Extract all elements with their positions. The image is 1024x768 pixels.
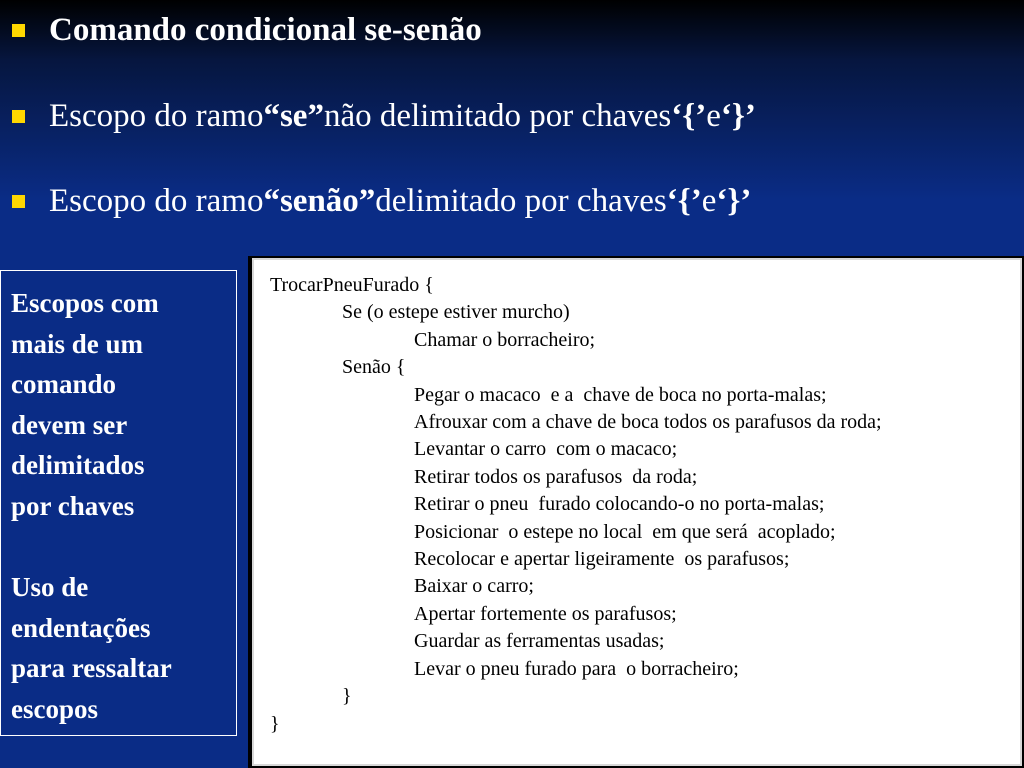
bullet-item-senao <box>12 185 751 218</box>
code-line: Posicionar o estepe no local em que será acoplado; <box>414 520 836 543</box>
code-line: } <box>270 712 280 735</box>
note-paragraph-1 <box>11 283 226 526</box>
note-line: por chaves <box>11 490 135 521</box>
pseudocode-listing <box>270 272 882 738</box>
code-line: Chamar o borracheiro; <box>414 328 596 351</box>
square-bullet-icon <box>12 195 25 208</box>
slide-title-bullet <box>12 14 482 47</box>
code-line: Retirar todos os parafusos da roda; <box>414 465 698 488</box>
code-line: } <box>342 685 352 708</box>
note-line: escopos <box>11 693 98 724</box>
bullet-text-pre: Escopo do ramo <box>49 183 264 219</box>
code-line: Retirar o pneu furado colocando-o no porta-malas; <box>414 493 825 516</box>
code-line: Recolocar e apertar ligeiramente os parafusos; <box>414 548 790 571</box>
code-line: Se (o estepe estiver murcho) <box>342 301 570 324</box>
bullet-text-keyword: “senão” <box>263 183 376 219</box>
code-line: Pegar o macaco e a chave de boca no porta-malas; <box>414 383 827 406</box>
bullet-item-se <box>12 100 756 133</box>
bullet-text-mid: e <box>706 98 721 134</box>
note-line: Uso de <box>11 572 89 602</box>
side-note-box <box>0 270 237 736</box>
code-line: Levantar o carro com o macaco; <box>414 438 678 461</box>
bullet-text-open-brace: ‘{’ <box>671 98 707 134</box>
code-line: Apertar fortemente os parafusos; <box>414 602 677 625</box>
note-line: para ressaltar <box>11 653 172 683</box>
bullet-text-pre: Escopo do ramo <box>49 98 264 134</box>
note-line: comando <box>11 369 117 399</box>
code-line: Guardar as ferramentas usadas; <box>414 630 665 653</box>
bullet-text-close-brace: ‘}’ <box>720 98 756 134</box>
pseudocode-panel <box>248 256 1024 768</box>
bullet-text-mid: e <box>701 183 717 219</box>
note-line: mais de um <box>11 328 144 359</box>
bullet-text-post: delimitado por chaves <box>375 183 667 219</box>
code-line: Baixar o carro; <box>414 575 534 598</box>
note-line: endentações <box>11 612 151 643</box>
bullet-text-keyword: “se” <box>263 98 324 134</box>
square-bullet-icon <box>12 110 25 123</box>
note-paragraph-2 <box>11 567 226 729</box>
bullet-text-close-brace: ‘}’ <box>716 183 752 219</box>
square-bullet-icon <box>12 24 25 37</box>
bullet-text-post: não delimitado por chaves <box>323 98 672 134</box>
note-spacer <box>11 526 226 567</box>
note-line: Escopos com <box>11 288 159 318</box>
code-line: Levar o pneu furado para o borracheiro; <box>414 657 739 680</box>
code-line: Senão { <box>342 356 406 379</box>
code-line: TrocarPneuFurado { <box>270 274 434 296</box>
bullet-text: Comando condicional se-senão <box>49 12 482 48</box>
bullet-text-open-brace: ‘{’ <box>666 183 702 219</box>
code-line: Afrouxar com a chave de boca todos os parafusos da roda; <box>414 411 882 434</box>
note-line: delimitados <box>11 450 145 480</box>
note-line: devem ser <box>11 409 128 440</box>
